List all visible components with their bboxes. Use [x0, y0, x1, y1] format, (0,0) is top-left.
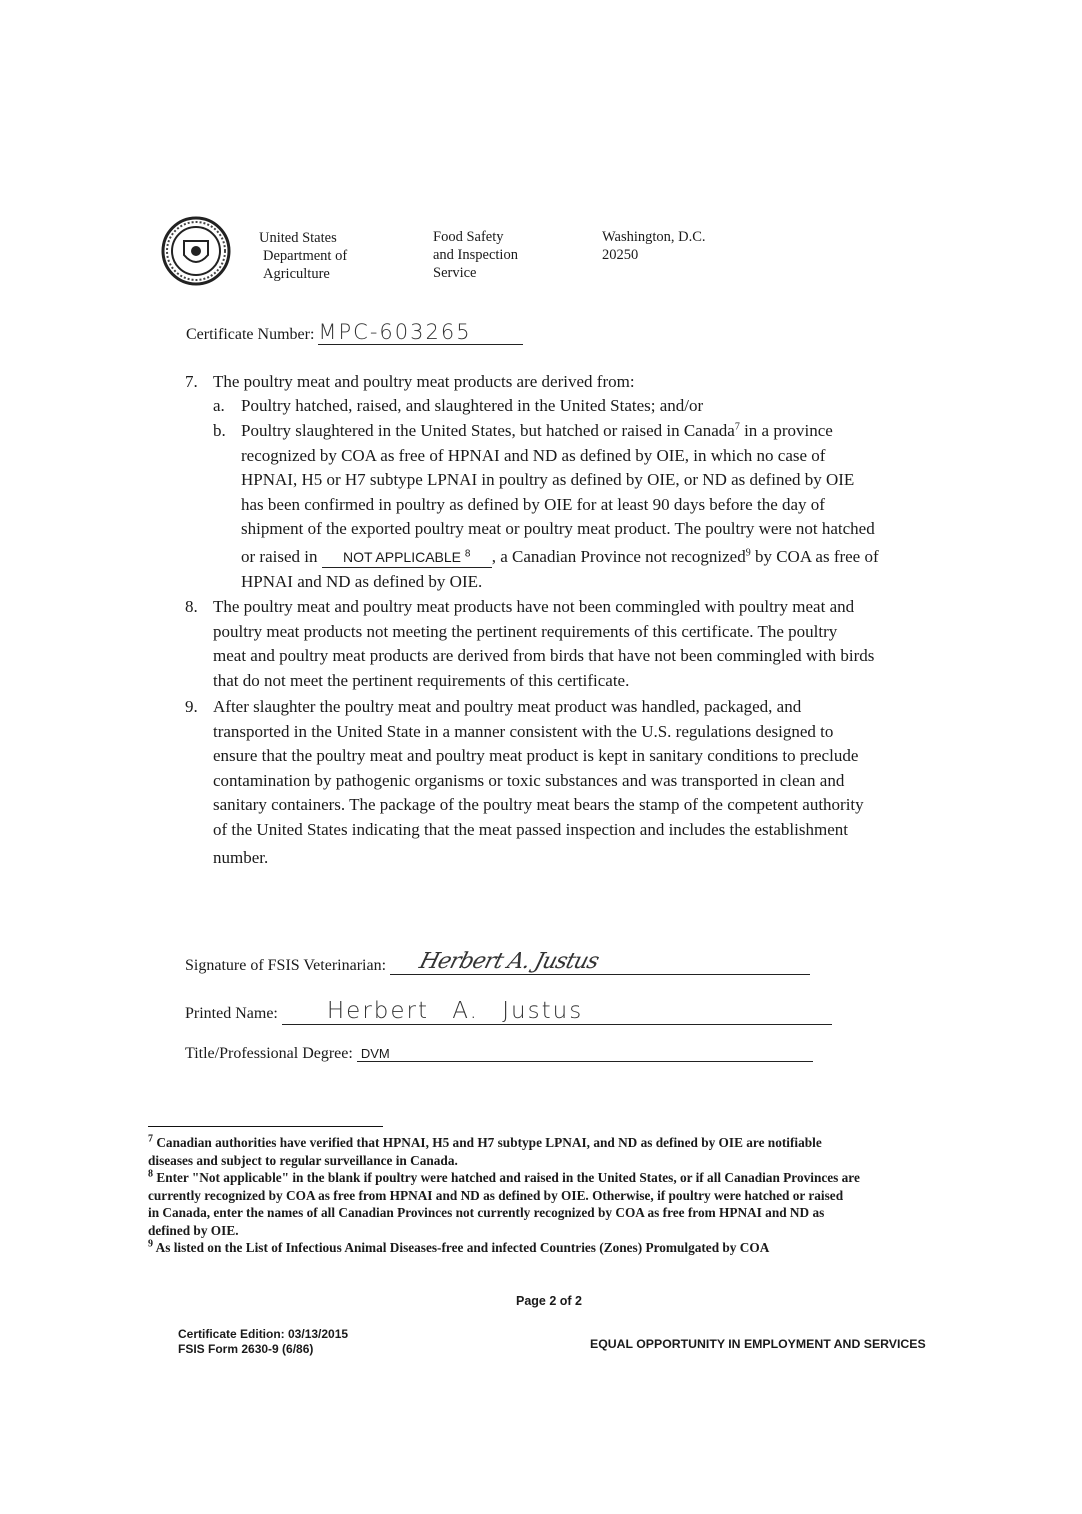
title-row [185, 1045, 813, 1063]
item-text: ensure that the poultry meat and poultry meat product is kept in sanitary conditions to preclude [213, 746, 859, 766]
item-text: Poultry slaughtered in the United States, but hatched or raised in Canada [241, 421, 735, 440]
certificate-number-value: MPC-603265 [318, 320, 523, 345]
service-line: and Inspection [433, 247, 518, 263]
item-7b [213, 419, 879, 594]
item-text: shipment of the exported poultry meat or poultry meat product. The poultry were not hatched [241, 519, 875, 539]
item-text: HPNAI, H5 or H7 subtype LPNAI in poultry as defined by OIE, or ND as defined by OIE [241, 470, 855, 490]
printed-name-row [185, 998, 832, 1025]
item-text: or raised in [241, 546, 318, 566]
item-9 [185, 695, 864, 870]
service-line: Service [433, 265, 477, 281]
signature-field [390, 950, 810, 975]
footnote-mark: 7 [148, 1133, 153, 1145]
item-text: that do not meet the pertinent requirements of this certificate. [213, 670, 630, 690]
usda-seal-icon [160, 215, 232, 287]
item-text: meat and poultry meat products are derived from birds that have not been commingled with birds [213, 646, 875, 666]
item-text: sanitary containers. The package of the poultry meat bears the stamp of the competent authority [213, 795, 864, 815]
footnote-ref: 8 [464, 548, 471, 560]
item-number: 7. [185, 372, 198, 391]
item-number: 9. [185, 697, 198, 716]
footnote-text: Canadian authorities have verified that HPNAI, H5 and H7 subtype LPNAI, and ND as defined by OIE are notifiable [156, 1135, 822, 1150]
form-number: FSIS Form 2630-9 (6/86) [178, 1342, 314, 1356]
item-text: The poultry meat and poultry meat products have not been commingled with poultry meat and [213, 597, 855, 616]
item-text: by COA as free of [750, 546, 879, 566]
title-label: Title/Professional Degree: [185, 1045, 353, 1062]
address-line: Washington, D.C. [602, 229, 706, 245]
item-8 [185, 595, 875, 693]
footnote-text: diseases and subject to regular surveillance in Canada. [148, 1152, 458, 1168]
item-text: in a province [739, 421, 833, 440]
footnote-ref: 9 [745, 547, 751, 559]
item-text: has been confirmed in poultry as defined by OIE for at least 90 days before the day of [241, 494, 825, 514]
item-text: of the United States indicating that the meat passed inspection and includes the establishment [213, 819, 848, 839]
item-text: The poultry meat and poultry meat products are derived from: [213, 372, 635, 391]
footnote-text: defined by OIE. [148, 1222, 239, 1238]
footnote-text: As listed on the List of Infectious Animal Diseases-free and infected Countries (Zones) Promulgated by COA [155, 1240, 770, 1255]
footnote-mark: 9 [148, 1238, 153, 1250]
certificate-edition: Certificate Edition: 03/13/2015 [178, 1327, 349, 1341]
item-7a [213, 394, 704, 419]
agency-line: United States [259, 230, 337, 246]
address-line: 20250 [602, 247, 639, 263]
province-blank-value: NOT APPLICABLE [343, 548, 462, 565]
item-text: , a Canadian Province not recognized [491, 546, 746, 566]
certificate-number-label: Certificate Number: [186, 326, 315, 343]
printed-name-value: Herbert A. Justus [282, 998, 832, 1025]
province-blank-field [322, 547, 492, 568]
item-text: HPNAI and ND as defined by OIE. [241, 571, 483, 591]
footnote-divider [148, 1126, 383, 1127]
footnote-ref: 7 [734, 421, 740, 433]
agency-line: Agriculture [263, 266, 330, 282]
agency-line: Department of [263, 248, 348, 264]
footnote-mark: 8 [148, 1168, 153, 1180]
footnote-text: currently recognized by COA as free from HPNAI and ND as defined by OIE. Otherwise, if poultry were hatched or raised [148, 1187, 844, 1203]
signature-row [185, 950, 810, 975]
page-number: Page 2 of 2 [516, 1294, 582, 1308]
item-text: Poultry hatched, raised, and slaughtered in the United States; and/or [241, 396, 704, 415]
item-text: poultry meat products not meeting the pertinent requirements of this certificate. The poultry [213, 621, 838, 641]
footnote-text: in Canada, enter the names of all Canadian Provinces not currently recognized by COA as free from HPNAI and ND as [148, 1205, 825, 1220]
service-line: Food Safety [433, 229, 504, 245]
title-value: DVM [357, 1046, 813, 1062]
form-info [178, 1327, 348, 1357]
equal-opportunity-statement: EQUAL OPPORTUNITY IN EMPLOYMENT AND SERVICES [590, 1337, 926, 1351]
item-text: After slaughter the poultry meat and poultry meat product was handled, packaged, and [213, 697, 802, 716]
item-text: recognized by COA as free of HPNAI and ND as defined by OIE, in which no case of [241, 445, 826, 465]
agency-name [259, 229, 347, 283]
usda-seal [160, 215, 232, 287]
certificate-number [186, 320, 523, 345]
footnote-text: Enter "Not applicable" in the blank if poultry were hatched and raised in the United States, or if all Canadian Provinces are [156, 1170, 860, 1185]
item-number: 8. [185, 597, 198, 616]
address [602, 228, 706, 264]
service-name [433, 228, 518, 282]
item-text: transported in the United State in a manner consistent with the U.S. regulations designed to [213, 721, 834, 741]
item-7 [185, 370, 635, 395]
item-text: contamination by pathogenic organisms or toxic substances and was transported in clean and [213, 770, 845, 790]
signature-label: Signature of FSIS Veterinarian: [185, 957, 387, 974]
item-text: number. [213, 847, 269, 867]
signature-value: Herbert A. Justus [416, 949, 602, 974]
sub-item-label: a. [213, 396, 225, 415]
printed-name-label: Printed Name: [185, 1005, 278, 1022]
footnotes [148, 1134, 860, 1257]
sub-item-label: b. [213, 421, 226, 440]
